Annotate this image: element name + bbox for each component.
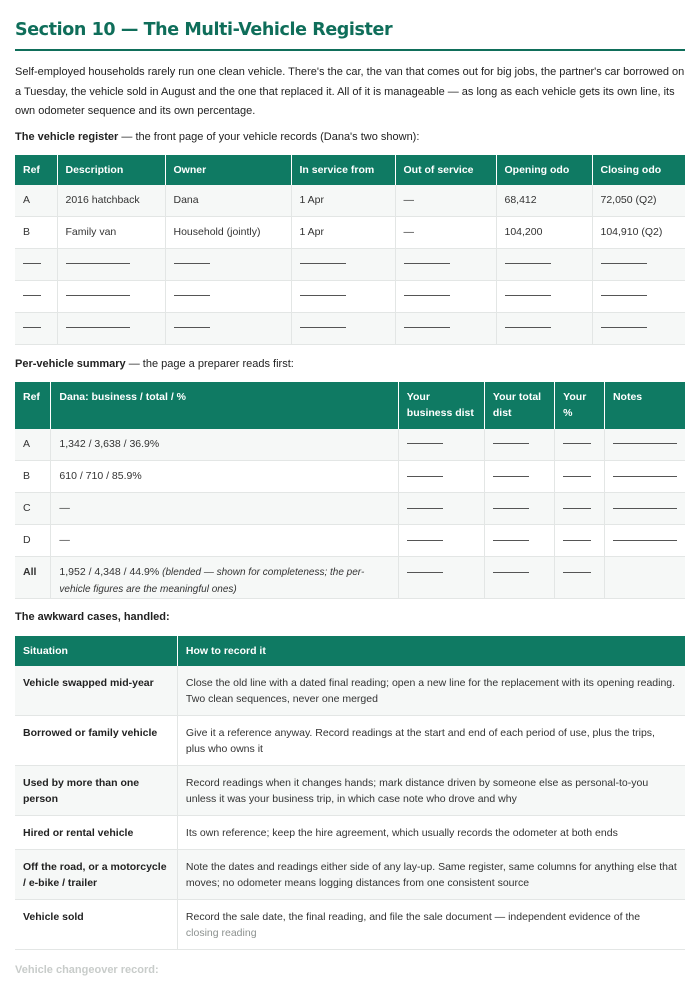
table-row [15,216,685,248]
cell-dana-figures: 610 / 710 / 85.9% [51,461,398,493]
cell-situation: Used by more than one person [15,766,177,816]
blank-ref-field[interactable] [15,312,57,344]
cell-opening-odo: 68,412 [496,185,592,217]
cell-ref: A [15,429,51,461]
cell-closing-odo: 104,910 (Q2) [592,216,685,248]
all-value: 1,952 / 4,348 / 44.9% [59,566,160,578]
cell-owner: Household (jointly) [165,216,291,248]
col-header-ref: Ref [15,382,51,429]
your-business-dist-field[interactable] [398,493,484,525]
cell-dana-figures: — [51,525,398,557]
cell-dana-figures: 1,342 / 3,638 / 36.9% [51,429,398,461]
col-header-description: Description [57,155,165,185]
cell-ref: C [15,493,51,525]
cell-description: 2016 hatchback [57,185,165,217]
cell-how [177,900,685,950]
your-business-dist-field[interactable] [398,525,484,557]
cell-how-part-faded: closing reading [185,927,257,939]
cases-lead [15,610,685,624]
cell-ref: B [15,461,51,493]
blank-opening-odo-field[interactable] [496,248,592,280]
blank-owner-field[interactable] [165,248,291,280]
cell-situation: Vehicle swapped mid-year [15,666,177,716]
your-business-dist-field[interactable] [398,461,484,493]
cell-dana-figures-all [51,557,398,599]
cell-how-part: Record the sale date, the final reading, and file the sale document — independent evidence of the [185,911,641,923]
cell-how: Note the dates and readings either side of any lay-up. Same register, same columns for anything else that moves; no odometer means logging distances from one consistent source [177,850,685,900]
your-total-dist-field[interactable] [484,429,554,461]
your-total-dist-field[interactable] [484,493,554,525]
table-row [15,525,685,557]
notes-field[interactable] [604,429,685,461]
cell-dana-figures: — [51,493,398,525]
col-header-your-percent: Your % [555,382,605,429]
blank-description-field[interactable] [57,248,165,280]
blank-closing-odo-field[interactable] [592,312,685,344]
cell-ref-all: All [15,557,51,599]
cell-out-of-service: — [395,216,496,248]
your-business-dist-field[interactable] [398,557,484,599]
col-header-owner: Owner [165,155,291,185]
table-row [15,493,685,525]
cell-ref: B [15,216,57,248]
blank-ref-field[interactable] [15,248,57,280]
col-header-closing-odo: Closing odo [592,155,685,185]
table-row [15,900,685,950]
cell-how: Close the old line with a dated final reading; open a new line for the replacement with its opening reading. Two clean sequences, never one merged [177,666,685,716]
blank-out-of-service-field[interactable] [395,312,496,344]
summary-lead-rest: — the page a preparer reads first: [125,357,294,370]
blank-closing-odo-field[interactable] [592,280,685,312]
table-row [15,666,685,716]
section-title: Section 10 — The Multi-Vehicle Register [15,0,685,51]
cell-in-service: 1 Apr [291,185,395,217]
notes-field[interactable] [604,525,685,557]
cell-closing-odo: 72,050 (Q2) [592,185,685,217]
your-total-dist-field[interactable] [484,557,554,599]
table-row [15,816,685,850]
col-header-situation: Situation [15,636,177,666]
register-lead [15,130,685,144]
cell-situation: Borrowed or family vehicle [15,716,177,766]
your-percent-field[interactable] [555,557,605,599]
summary-lead [15,357,685,371]
cell-owner: Dana [165,185,291,217]
summary-lead-bold: Per-vehicle summary [15,357,126,370]
col-header-dana-figures: Dana: business / total / % [51,382,398,429]
blank-in-service-field[interactable] [291,280,395,312]
col-header-your-total-dist: Your total dist [484,382,554,429]
blank-opening-odo-field[interactable] [496,312,592,344]
cell-ref: D [15,525,51,557]
cell-in-service: 1 Apr [291,216,395,248]
notes-empty [604,557,685,599]
notes-field[interactable] [604,493,685,525]
blank-row [15,248,685,280]
blank-ref-field[interactable] [15,280,57,312]
cell-situation: Off the road, or a motorcycle / e-bike / trailer [15,850,177,900]
col-header-in-service: In service from [291,155,395,185]
blank-in-service-field[interactable] [291,312,395,344]
your-total-dist-field[interactable] [484,461,554,493]
your-percent-field[interactable] [555,429,605,461]
cell-how: Record readings when it changes hands; mark distance driven by someone else as personal-to-you unless it was your business trip, in which case note who drove and why [177,766,685,816]
table-row [15,185,685,217]
cell-how: Give it a reference anyway. Record readings at the start and end of each period of use, plus the trips, plus who owns it [177,716,685,766]
cell-ref: A [15,185,57,217]
col-header-notes: Notes [604,382,685,429]
col-header-opening-odo: Opening odo [496,155,592,185]
table-row [15,850,685,900]
notes-field[interactable] [604,461,685,493]
changeover-heading: Vehicle changeover record: [15,964,159,976]
col-header-ref: Ref [15,155,57,185]
blank-owner-field[interactable] [165,312,291,344]
blank-row [15,280,685,312]
blank-out-of-service-field[interactable] [395,280,496,312]
cases-lead-bold: The awkward cases, handled: [15,611,170,623]
intro-paragraph: Self-employed households rarely run one clean vehicle. There's the car, the van that comes out for big jobs, the partner's car borrowed on a Tuesday, the vehicle sold in August and the one that replaced it. All of it is manageable — as long as each vehicle gets its own line, its own odometer sequence and its own percentage. [15,66,685,117]
col-header-out-of-service: Out of service [395,155,496,185]
blank-out-of-service-field[interactable] [395,248,496,280]
blank-closing-odo-field[interactable] [592,248,685,280]
blank-opening-odo-field[interactable] [496,280,592,312]
blank-description-field[interactable] [57,312,165,344]
register-lead-rest: — the front page of your vehicle records (Dana's two shown): [118,130,420,143]
table-row [15,461,685,493]
col-header-your-business-dist: Your business dist [398,382,484,429]
your-total-dist-field[interactable] [484,525,554,557]
blank-owner-field[interactable] [165,280,291,312]
col-header-how-to-record: How to record it [177,636,685,666]
blank-description-field[interactable] [57,280,165,312]
register-lead-bold: The vehicle register [15,130,119,143]
cell-opening-odo: 104,200 [496,216,592,248]
cell-out-of-service: — [395,185,496,217]
table-row [15,766,685,816]
per-vehicle-summary-table [15,382,685,600]
blank-row [15,312,685,344]
register-header-row [15,155,685,185]
summary-header-row [15,382,685,429]
table-row [15,429,685,461]
your-percent-field[interactable] [555,493,605,525]
blank-in-service-field[interactable] [291,248,395,280]
awkward-cases-table [15,636,685,950]
cell-situation: Hired or rental vehicle [15,816,177,850]
cell-how: Its own reference; keep the hire agreement, which usually records the odometer at both ends [177,816,685,850]
table-row [15,716,685,766]
all-note: (blended — shown for completeness; the per-vehicle figures are the meaningful ones) [59,567,365,595]
table-row-all [15,557,685,599]
cell-description: Family van [57,216,165,248]
your-percent-field[interactable] [555,461,605,493]
cell-situation: Vehicle sold [15,900,177,950]
your-business-dist-field[interactable] [398,429,484,461]
cases-header-row [15,636,685,666]
vehicle-register-table [15,155,685,345]
your-percent-field[interactable] [555,525,605,557]
